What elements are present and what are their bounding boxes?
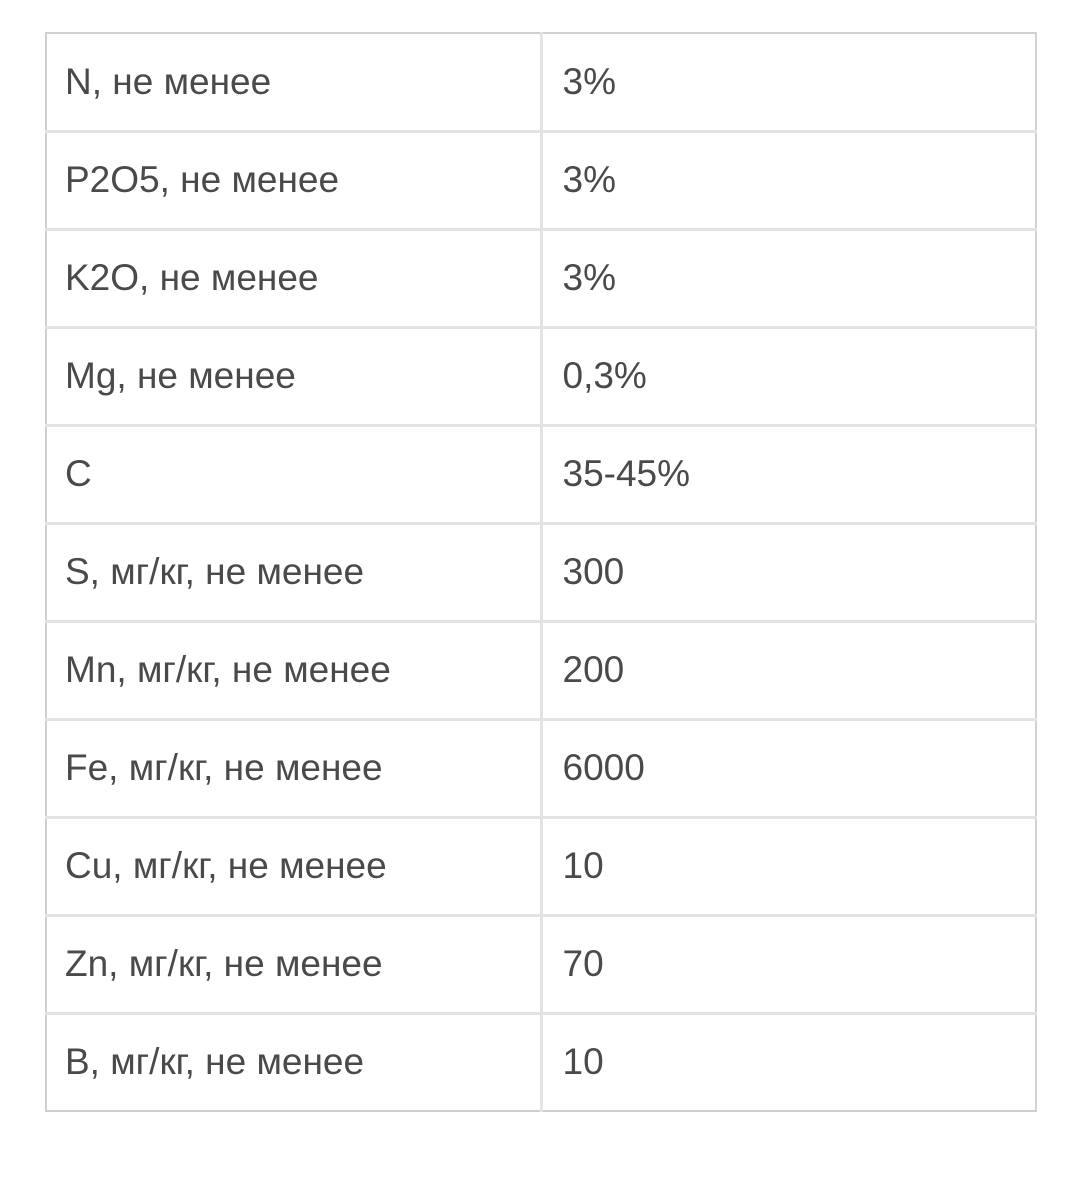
table-row (46, 1013, 1036, 1111)
table-row (46, 817, 1036, 915)
row-value-cell: 200 (541, 621, 1036, 719)
table-row (46, 621, 1036, 719)
row-name-cell: Zn, мг/кг, не менее (46, 915, 541, 1013)
row-name-cell: Mn, мг/кг, не менее (46, 621, 541, 719)
row-name-cell: K2O, не менее (46, 229, 541, 327)
table-row (46, 131, 1036, 229)
row-value-cell: 3% (541, 33, 1036, 131)
row-name-cell: Cu, мг/кг, не менее (46, 817, 541, 915)
composition-table (45, 32, 1037, 1112)
table-row (46, 33, 1036, 131)
row-name-cell: P2O5, не менее (46, 131, 541, 229)
table-row (46, 523, 1036, 621)
row-value-cell: 3% (541, 131, 1036, 229)
row-value-cell: 3% (541, 229, 1036, 327)
row-name-cell: C (46, 425, 541, 523)
table-row (46, 719, 1036, 817)
row-name-cell: Mg, не менее (46, 327, 541, 425)
row-value-cell: 0,3% (541, 327, 1036, 425)
row-value-cell: 300 (541, 523, 1036, 621)
composition-table-body (46, 33, 1036, 1111)
table-row (46, 425, 1036, 523)
row-name-cell: N, не менее (46, 33, 541, 131)
table-row (46, 327, 1036, 425)
row-value-cell: 10 (541, 817, 1036, 915)
row-name-cell: S, мг/кг, не менее (46, 523, 541, 621)
row-name-cell: Fe, мг/кг, не менее (46, 719, 541, 817)
row-value-cell: 70 (541, 915, 1036, 1013)
row-value-cell: 10 (541, 1013, 1036, 1111)
row-value-cell: 35-45% (541, 425, 1036, 523)
table-row (46, 229, 1036, 327)
row-value-cell: 6000 (541, 719, 1036, 817)
table-row (46, 915, 1036, 1013)
row-name-cell: B, мг/кг, не менее (46, 1013, 541, 1111)
